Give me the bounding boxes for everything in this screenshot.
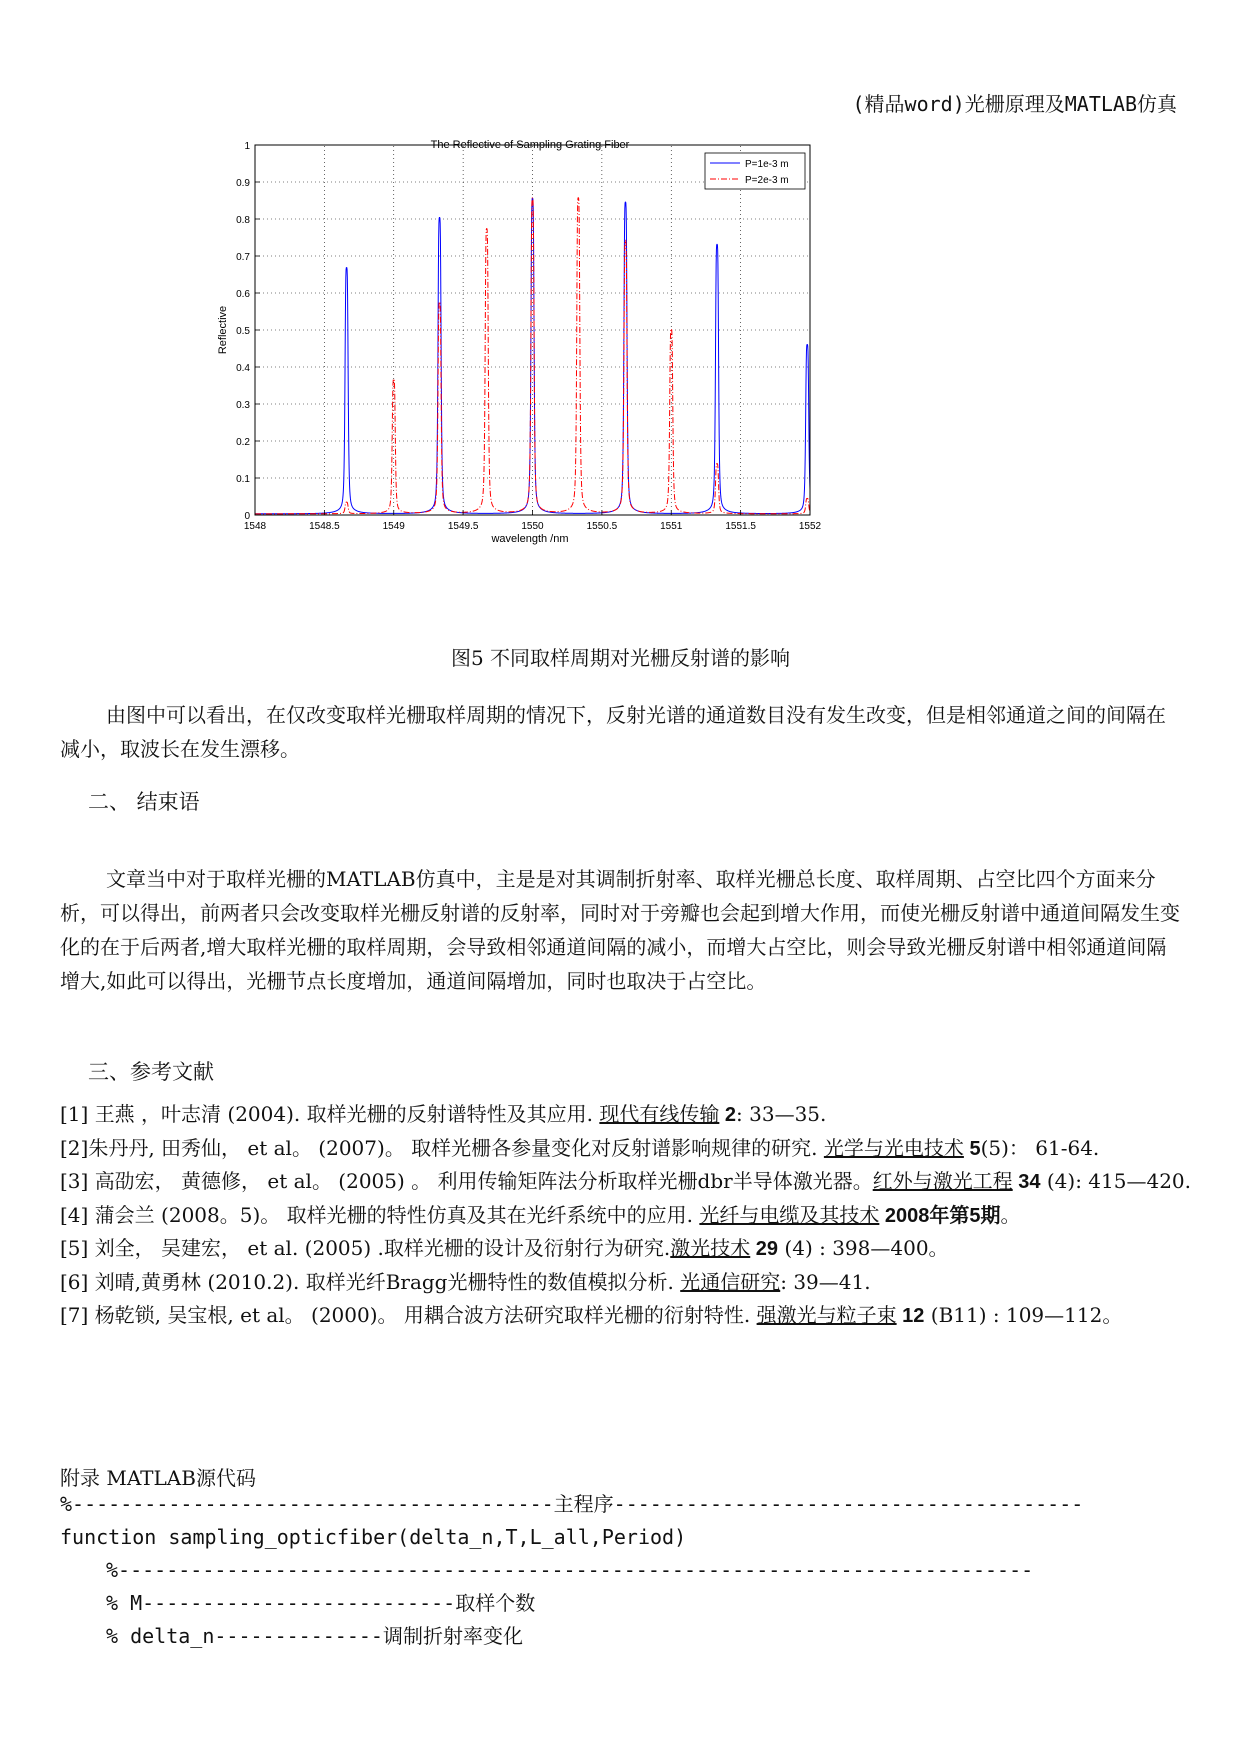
y-tick-label: 0.7 — [236, 252, 250, 263]
reference-pages: (B11) : 109—112。 — [924, 1303, 1123, 1327]
y-tick-label: 1 — [244, 141, 250, 152]
legend-label-2: P=2e-3 m — [745, 175, 789, 186]
chart-ticks — [236, 141, 821, 532]
reference-text: [7] 杨乾锁, 吴宝根, et al。 (2000)。 用耦合波方法研究取样光栅的衍射特性. — [60, 1303, 757, 1327]
appendix-title: 附录 MATLAB源代码 — [60, 1466, 256, 1490]
reference-text: [5] 刘全， 吴建宏， et al. (2005) .取样光栅的设计及衍射行为研究. — [60, 1236, 671, 1260]
body-paragraph-2: 文章当中对于取样光栅的MATLAB仿真中，主是是对其调制折射率、取样光栅总长度、取样周期、占空比四个方面来分析，可以得出，前两者只会改变取样光栅反射谱的反射率，同时对于旁瓣也会起到增大作用，而使光栅反射谱中通道间隔发生变化的在于后两者,增大取样光栅的取样周期，会导致相邻通道间隔的减小，而增大占空比，则会导致光栅反射谱中相邻通道间隔增大,如此可以得出，光栅节点长度增加，通道间隔增加，同时也取决于占空比。 — [60, 867, 1180, 993]
reference-item — [60, 1266, 1200, 1300]
reference-text: [4] 蒲会兰 (2008。5)。 取样光栅的特性仿真及其在光纤系统中的应用. — [60, 1202, 700, 1227]
x-axis-label: wavelength /nm — [491, 533, 569, 545]
y-tick-label: 0.4 — [236, 363, 250, 374]
x-tick-label: 1550 — [521, 521, 544, 532]
y-tick-label: 0.8 — [236, 215, 250, 226]
y-tick-label: 0.5 — [236, 326, 250, 337]
reference-item — [60, 1132, 1200, 1166]
reference-volume: 5 — [963, 1137, 981, 1160]
y-tick-label: 0 — [244, 511, 250, 522]
reflectance-chart — [200, 132, 920, 552]
reference-journal: 光纤与电缆及其技术 — [699, 1202, 880, 1227]
x-tick-label: 1549.5 — [447, 521, 479, 532]
section-heading-references: 三、参考文献 — [88, 1060, 214, 1084]
reference-journal: 红外与激光工程 — [872, 1169, 1013, 1193]
code-line: % delta_n--------------调制折射率变化 — [106, 1624, 523, 1648]
reference-item — [60, 1299, 1200, 1333]
x-tick-label: 1551.5 — [725, 521, 756, 532]
y-tick-label: 0.3 — [236, 400, 250, 411]
code-line: function sampling_opticfiber(delta_n,T,L_all,Period) — [60, 1525, 687, 1549]
reference-journal: 激光技术 — [670, 1236, 751, 1260]
reference-text: [2]朱丹丹, 田秀仙， et al。 (2007)。 取样光栅各参量变化对反射谱影响规律的研究. — [60, 1135, 824, 1160]
x-tick-label: 1548.5 — [309, 521, 340, 532]
reference-list — [60, 1098, 1200, 1333]
body-paragraph-1: 由图中可以看出，在仅改变取样光栅取样周期的情况下，反射光谱的通道数目没有发生改变，但是相邻通道之间的间隔在减小，取波长在发生漂移。 — [60, 703, 1166, 761]
code-line: %----------------------------------------主程序--------------------------------------- — [60, 1492, 1084, 1516]
x-tick-label: 1552 — [798, 521, 822, 532]
code-block — [60, 1488, 1083, 1653]
y-axis-label: Reflective — [217, 305, 229, 355]
reference-volume: 12 — [896, 1305, 925, 1327]
reference-volume: 2008年第5期 — [879, 1204, 1001, 1227]
reference-journal: 光通信研究 — [680, 1269, 781, 1294]
y-tick-label: 0.6 — [236, 289, 250, 300]
reference-journal: 现代有线传输 — [599, 1102, 720, 1126]
x-tick-label: 1550.5 — [586, 521, 618, 532]
y-tick-label: 0.1 — [236, 474, 250, 485]
reference-pages: (4): 415—420. — [1040, 1169, 1192, 1193]
header-title: (精品word)光栅原理及MATLAB仿真 — [852, 92, 1177, 116]
figure-caption: 图5 不同取样周期对光栅反射谱的影响 — [450, 646, 791, 670]
reference-pages: (4) : 398—400。 — [778, 1236, 949, 1260]
section-heading-conclusion: 二、 结束语 — [88, 790, 200, 814]
reference-text: [3] 高劭宏， 黄德修， et al。 (2005) 。 利用传输矩阵法分析取样光栅dbr半导体激光器。 — [60, 1169, 873, 1193]
reference-volume: 29 — [750, 1238, 779, 1260]
chart-title: The Reflective of Sampling Grating Fiber — [430, 139, 630, 151]
reference-item — [60, 1199, 1200, 1233]
reference-volume: 2 — [719, 1104, 737, 1126]
y-tick-label: 0.2 — [236, 437, 250, 448]
reference-journal: 强激光与粒子束 — [756, 1303, 897, 1327]
reference-item — [60, 1098, 1200, 1132]
chart-legend — [705, 153, 805, 189]
legend-label-1: P=1e-3 m — [745, 159, 789, 170]
reference-text: [1] 王燕 ，叶志清 (2004). 取样光栅的反射谱特性及其应用. — [60, 1102, 600, 1126]
x-tick-label: 1551 — [660, 521, 683, 532]
reference-pages: : 39—41. — [780, 1269, 871, 1294]
x-tick-label: 1548 — [243, 521, 267, 532]
reference-text: [6] 刘晴,黄勇林 (2010.2). 取样光纤Bragg光栅特性的数值模拟分析. — [60, 1269, 681, 1294]
y-tick-label: 0.9 — [236, 178, 250, 189]
reference-pages: : 33—35. — [736, 1102, 827, 1126]
reference-volume: 34 — [1012, 1171, 1041, 1193]
reference-item — [60, 1165, 1200, 1199]
code-line: % M--------------------------取样个数 — [106, 1591, 536, 1615]
reference-pages: 。 — [1000, 1202, 1021, 1227]
reference-pages: (5)： 61-64. — [980, 1135, 1100, 1160]
code-line: %---------------------------------------------------------------------------- — [106, 1558, 1034, 1582]
reference-journal: 光学与光电技术 — [823, 1135, 964, 1160]
reference-item — [60, 1232, 1200, 1266]
x-tick-label: 1549 — [382, 521, 405, 532]
